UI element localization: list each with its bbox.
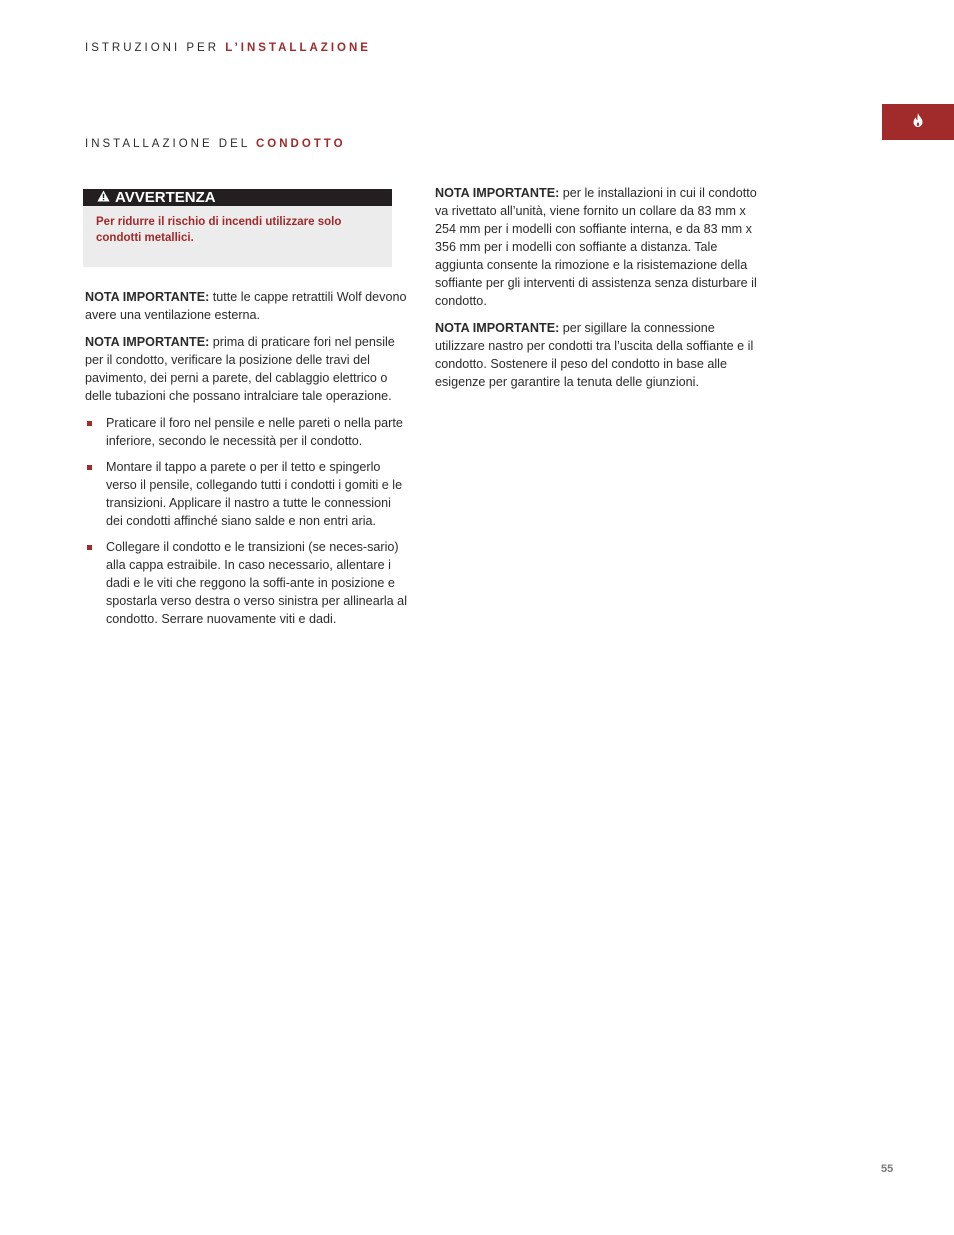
list-item	[85, 538, 410, 628]
note-text: per le installazioni in cui il condotto va rivettato all’unità, viene fornito un collare da 83 mm x 254 mm per i modelli con soffiante interna, e da 83 mm x 356 mm per i modelli con soffiante a distanza. Tale aggiunta consente la rimozione e la risistemazione della soffiante per gli interventi di assistenza senza disturbare il condotto.	[435, 186, 757, 308]
header-prefix: ISTRUZIONI PER	[85, 42, 226, 54]
note-text: tutte le cappe retrattili Wolf devono avere una ventilazione esterna.	[85, 290, 407, 322]
warning-text-line1: Per ridurre il rischio di incendi utilizzare solo	[96, 216, 342, 228]
note-label: NOTA IMPORTANTE:	[85, 335, 210, 349]
warning-text-line2: condotti metallici.	[96, 232, 194, 244]
section-title	[85, 138, 346, 150]
note-label: NOTA IMPORTANTE:	[435, 186, 560, 200]
warning-header	[83, 189, 392, 206]
list-item-text: Collegare il condotto e le transizioni (se neces-sario) alla cappa estraibile. In caso necessario, allentare i dadi e le viti che reggono la soffi-ante in posizione e spostarla verso destra o verso sinistra per allinearla al condotto. Serrare nuovamente viti e dadi.	[106, 540, 407, 626]
section-title-accent: CONDOTTO	[255, 138, 346, 150]
section-title-prefix: INSTALLAZIONE DEL	[85, 138, 256, 150]
left-column	[85, 288, 410, 636]
list-item	[85, 414, 410, 450]
note-paragraph	[85, 288, 410, 324]
section-tab	[882, 104, 954, 140]
note-text: prima di praticare fori nel pensile per il condotto, verificare la posizione delle travi del pavimento, dei perni a parete, del cablaggio elettrico o delle tubazioni che possano intralciare tale operazione.	[85, 335, 395, 403]
note-label: NOTA IMPORTANTE:	[435, 321, 560, 335]
note-label: NOTA IMPORTANTE:	[85, 290, 210, 304]
warning-title: AVVERTENZA	[115, 189, 216, 206]
page-number: 55	[881, 1163, 894, 1175]
header-accent: L’INSTALLAZIONE	[225, 42, 371, 54]
note-paragraph	[435, 184, 765, 310]
list-item-text: Praticare il foro nel pensile e nelle pareti o nella parte inferiore, secondo le necessità per il condotto.	[106, 416, 403, 448]
list-item-text: Montare il tappo a parete o per il tetto e spingerlo verso il pensile, collegando tutti i condotti i gomiti e le transizioni. Applicare il nastro a tutte le connessioni dei condotti affinché siano salde e non entri aria.	[106, 460, 403, 528]
note-text: per sigillare la connessione utilizzare nastro per condotti tra l’uscita della soffiante e il condotto. Sostenere il peso del condotto in base alle esigenze per garantire la tenuta delle giunzioni.	[435, 321, 754, 389]
warning-triangle-icon	[97, 189, 115, 206]
running-header	[85, 42, 371, 54]
bullet-square-icon	[87, 421, 92, 426]
instruction-list	[85, 414, 410, 628]
note-paragraph	[85, 333, 410, 405]
right-column	[435, 184, 765, 400]
flame-icon	[912, 113, 924, 132]
note-paragraph	[435, 319, 765, 391]
list-item	[85, 458, 410, 530]
bullet-square-icon	[87, 545, 92, 550]
warning-box	[83, 189, 392, 267]
warning-text	[83, 206, 392, 246]
bullet-square-icon	[87, 465, 92, 470]
